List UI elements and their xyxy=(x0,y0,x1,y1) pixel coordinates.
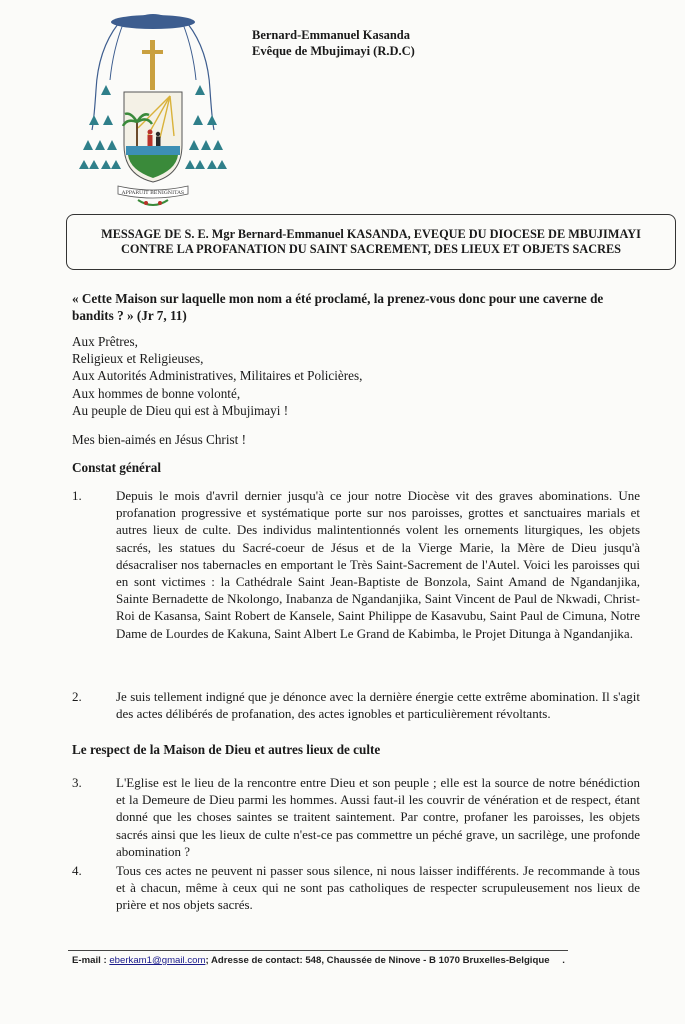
section-heading-constat: Constat général xyxy=(72,460,162,475)
numbered-paragraph xyxy=(72,774,640,860)
message-title-box xyxy=(66,214,676,270)
addressee-line: Aux hommes de bonne volonté, xyxy=(72,385,241,401)
coat-of-arms-emblem xyxy=(78,10,228,210)
email-label: E-mail : xyxy=(72,955,107,966)
paragraph-number: 1. xyxy=(72,488,82,503)
crest-motto: APPARUIT BENIGNITAS xyxy=(121,190,185,196)
paragraph-number: 2. xyxy=(72,689,82,704)
paragraph-text: Depuis le mois d'avril dernier jusqu'à ce jour notre Diocèse vit des graves abominations. Une profanation progressive et systématique porte sur nos paroisses, grottes et sanctuaires marials et autres lieux de culte. Des individus malintentionnés volent les ornements liturgiques, les objets sacrés, les statues du Sacré-coeur de Jésus et de la Vierge Marie, la Mère de Dieu jusqu'à désacraliser nos tabernacles en emportant le Très Saint-Sacrement de l'Autel. Voici les paroisses qui en sont victimes : la Cathédrale Saint Jean-Baptiste de Bonzola, Saint Amand de Ngandanjika, Sainte Bernadette de Nkolongo, Inabanza de Ngandanjika, Saint Vincent de Paul de Nkwadi, Christ-Roi de Kasansa, Saint Robert de Kansele, Saint Philippe de Kasavubu, Saint Paul de Cimuna, Notre Dame de Lourdes de Kakuna, Saint Albert Le Grand de Kabimba, le Projet Ditunga à Ngandanjika. xyxy=(116,488,640,641)
greeting: Mes bien-aimés en Jésus Christ ! xyxy=(72,432,246,447)
footer-divider xyxy=(68,950,568,951)
message-title: MESSAGE DE S. E. Mgr Bernard-Emmanuel KASANDA, EVEQUE DU DIOCESE DE MBUJIMAYI CONTRE LA PROFANATION DU SAINT SACREMENT, DES LIEUX ET OBJETS SACRES xyxy=(101,226,641,256)
paragraph-text: Je suis tellement indigné que je dénonce avec la dernière énergie cette extrême abomination. Il s'agit des actes délibérés de profanation, des actes ignobles et particulièrement révoltants. xyxy=(116,689,640,722)
contact-address: ; Adresse de contact: 548, Chaussée de Ninove - B 1070 Bruxelles-Belgique xyxy=(205,955,550,966)
addressee-line: Religieux et Religieuses, xyxy=(72,351,204,367)
addressee-list xyxy=(72,333,362,419)
addressee-line: Au peuple de Dieu qui est à Mbujimayi ! xyxy=(72,402,289,418)
numbered-paragraph xyxy=(72,487,640,642)
author-name: Bernard-Emmanuel Kasanda xyxy=(252,28,411,42)
addressee-line: Aux Prêtres, xyxy=(72,334,138,349)
paragraph-number: 3. xyxy=(72,775,82,790)
paragraph-text: Tous ces actes ne peuvent ni passer sous silence, ni nous laisser indifférents. Je recommande à tous et à chacun, même à ceux qui ne sont pas catholiques de respecter scrupuleusement nos lieux de prière et nos objets sacrés. xyxy=(116,863,640,913)
author-title: Evêque de Mbujimayi (R.D.C) xyxy=(252,44,415,58)
numbered-paragraph xyxy=(72,862,640,914)
paragraph-text: L'Eglise est le lieu de la rencontre entre Dieu et son peuple ; elle est la source de notre bénédiction et la Demeure de Dieu parmi les hommes. Aussi faut-il les couvrir de vénération et de respect, étant donné que les choses saintes se traitent saintement. Par contre, profaner les paroisses, les objets sacrés ainsi que les lieux de culte n'est-ce pas commettre un péché grave, un sacrilège, une profonde abomination ? xyxy=(116,775,640,859)
author-block xyxy=(252,27,415,59)
email-link[interactable]: eberkam1@gmail.com xyxy=(109,955,206,966)
trailing-mark: . xyxy=(562,955,565,966)
footer-contact xyxy=(72,955,565,966)
paragraph-number: 4. xyxy=(72,863,82,878)
section-heading-respect: Le respect de la Maison de Dieu et autres lieux de culte xyxy=(72,742,381,757)
scripture-quote: « Cette Maison sur laquelle mon nom a été proclamé, la prenez-vous donc pour une caverne de bandits ? » (Jr 7, 11) xyxy=(72,291,604,323)
numbered-paragraph xyxy=(72,688,640,722)
addressee-line: Aux Autorités Administratives, Militaires et Policières, xyxy=(72,368,363,384)
